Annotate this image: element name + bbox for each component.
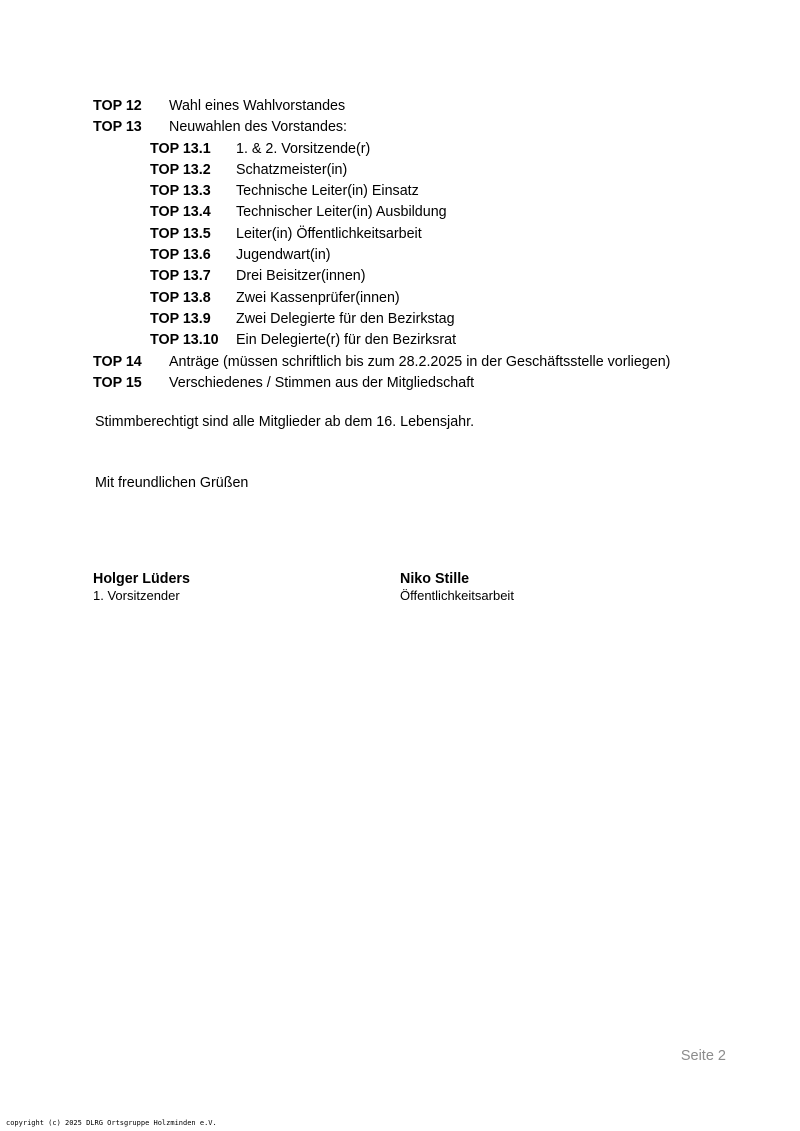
- copyright-notice: copyright (c) 2025 DLRG Ortsgruppe Holzminden e.V.: [6, 1119, 217, 1127]
- agenda-item-text: Verschiedenes / Stimmen aus der Mitgliedschaft: [169, 374, 475, 391]
- signature-block: [400, 570, 514, 604]
- agenda-item-text: Leiter(in) Öffentlichkeitsarbeit: [236, 225, 422, 242]
- agenda-item-text: Zwei Kassenprüfer(innen): [236, 289, 400, 306]
- agenda-item-number: TOP 13.10: [150, 332, 219, 349]
- signatory-role: 1. Vorsitzender: [93, 588, 180, 603]
- agenda-list: [93, 96, 753, 394]
- agenda-item-number: TOP 13.3: [150, 183, 211, 200]
- agenda-item-text: Wahl eines Wahlvorstandes: [169, 98, 346, 114]
- agenda-item-text: Technische Leiter(in) Einsatz: [236, 183, 419, 200]
- signature-block: [93, 570, 190, 604]
- agenda-item-text: 1. & 2. Vorsitzende(r): [236, 140, 371, 157]
- agenda-item-number: TOP 13: [93, 119, 142, 136]
- agenda-subitem: [93, 245, 753, 266]
- agenda-item-number: TOP 13.7: [150, 268, 211, 285]
- agenda-item-text: Drei Beisitzer(innen): [236, 268, 366, 285]
- page-number: Seite 2: [680, 1048, 726, 1064]
- agenda-item-number: TOP 13.1: [150, 140, 211, 157]
- agenda-item-text: Neuwahlen des Vorstandes:: [169, 119, 348, 136]
- signatory-name: Holger Lüders: [93, 571, 190, 587]
- agenda-subitem: [93, 288, 753, 309]
- agenda-subitem: [93, 266, 753, 287]
- agenda-item-text: Jugendwart(in): [236, 247, 331, 264]
- agenda-subitem: [93, 202, 753, 223]
- agenda-item-number: TOP 15: [93, 374, 142, 391]
- signatory-name: Niko Stille: [400, 571, 470, 587]
- agenda-subitem: [93, 309, 753, 330]
- agenda-item: [93, 117, 753, 138]
- agenda-item-number: TOP 13.4: [150, 204, 211, 221]
- agenda-item-number: TOP 13.6: [150, 247, 211, 264]
- agenda-subitem: [93, 181, 753, 202]
- agenda-item-text: Zwei Delegierte für den Bezirkstag: [236, 310, 455, 327]
- agenda-item-number: TOP 13.5: [150, 225, 211, 242]
- agenda-item: [93, 352, 753, 373]
- agenda-item-number: TOP 13.2: [150, 161, 211, 178]
- agenda-item: [93, 96, 753, 117]
- agenda-item-number: TOP 12: [93, 98, 142, 114]
- voting-note: Stimmberechtigt sind alle Mitglieder ab dem 16. Lebensjahr.: [95, 414, 475, 430]
- agenda-subitem: [93, 139, 753, 160]
- agenda-item: [93, 373, 753, 394]
- agenda-subitem: [93, 224, 753, 245]
- agenda-item-text: Ein Delegierte(r) für den Bezirksrat: [236, 332, 457, 349]
- agenda-item-number: TOP 13.8: [150, 289, 211, 306]
- agenda-subitem: [93, 330, 753, 351]
- agenda-item-text: Anträge (müssen schriftlich bis zum 28.2.2025 in der Geschäftsstelle vorliegen): [169, 353, 671, 370]
- agenda-item-text: Technischer Leiter(in) Ausbildung: [236, 204, 447, 221]
- closing-greeting: Mit freundlichen Grüßen: [95, 475, 249, 491]
- agenda-subitem: [93, 160, 753, 181]
- agenda-item-text: Schatzmeister(in): [236, 161, 348, 178]
- agenda-item-number: TOP 14: [93, 353, 142, 370]
- signatory-role: Öffentlichkeitsarbeit: [400, 588, 514, 603]
- agenda-item-number: TOP 13.9: [150, 310, 211, 327]
